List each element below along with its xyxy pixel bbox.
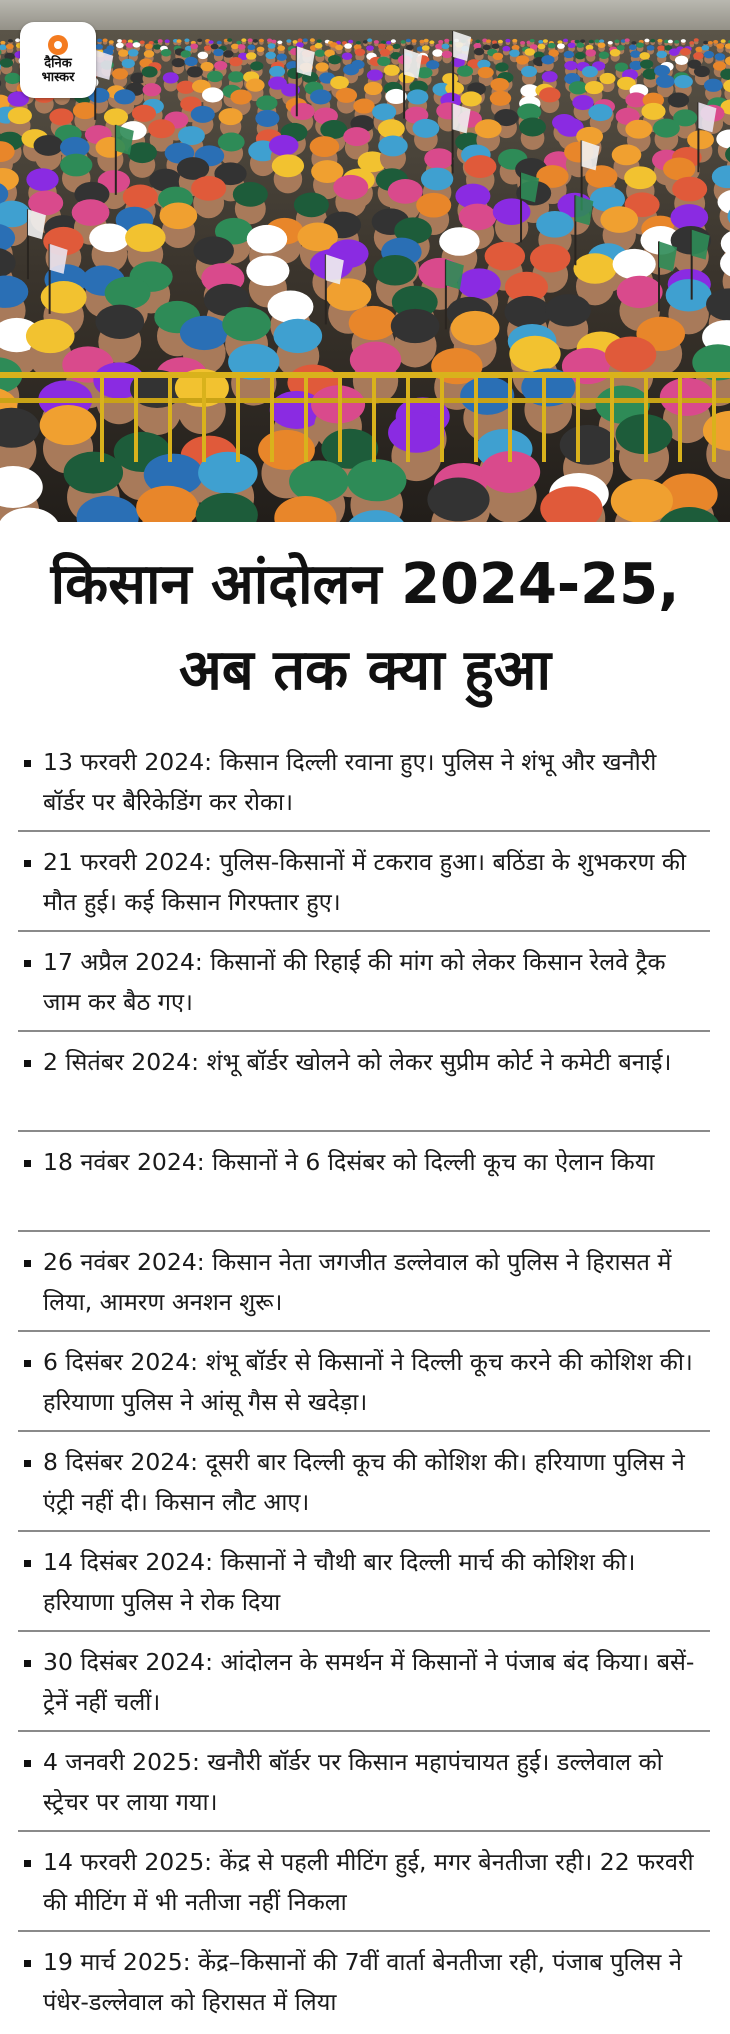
timeline-event (18, 1132, 710, 1232)
event-text: 4 जनवरी 2025: खनौरी बॉर्डर पर किसान महापंचायत हुई। डल्लेवाल को स्ट्रेचर पर लाया गया। (43, 1748, 663, 1816)
bullet-icon (24, 1460, 31, 1467)
bullet-icon (24, 1760, 31, 1767)
hero-photo (0, 0, 730, 522)
bullet-icon (24, 1260, 31, 1267)
timeline-event (18, 1532, 710, 1632)
event-text: 17 अप्रैल 2024: किसानों की रिहाई की मांग को लेकर किसान रेलवे ट्रैक जाम कर बैठ गए। (43, 948, 666, 1016)
bullet-icon (24, 1360, 31, 1367)
event-text: 21 फरवरी 2024: पुलिस-किसानों में टकराव हुआ। बठिंडा के शुभकरण की मौत हुई। कई किसान गिरफ्तार हुए। (43, 848, 687, 916)
event-text: 14 दिसंबर 2024: किसानों ने चौथी बार दिल्ली मार्च की कोशिश की। हरियाणा पुलिस ने रोक दिया (43, 1548, 636, 1616)
bullet-icon (24, 760, 31, 767)
timeline-event (18, 1032, 710, 1132)
timeline-event (18, 932, 710, 1032)
event-text: 18 नवंबर 2024: किसानों ने 6 दिसंबर को दिल्ली कूच का ऐलान किया (43, 1148, 655, 1176)
event-text: 19 मार्च 2025: केंद्र–किसानों की 7वीं वार्ता बेनतीजा रही, पंजाब पुलिस ने पंधेर-डल्लेवाल को हिरासत में लिया (43, 1948, 682, 2016)
timeline-event (18, 1832, 710, 1932)
bullet-icon (24, 1560, 31, 1567)
bullet-icon (24, 1660, 31, 1667)
bullet-icon (24, 1960, 31, 1967)
timeline-event (18, 1632, 710, 1732)
dainik-bhaskar-logo (20, 22, 96, 98)
event-text: 14 फरवरी 2025: केंद्र से पहली मीटिंग हुई, मगर बेनतीजा रही। 22 फरवरी की मीटिंग में भी नतीजा नहीं निकला (43, 1848, 694, 1916)
crowd-illustration (0, 0, 730, 522)
timeline-event (18, 1432, 710, 1532)
bullet-icon (24, 1860, 31, 1867)
sun-icon (48, 35, 68, 55)
logo-text-line2: भास्कर (41, 70, 75, 85)
timeline-event (18, 1332, 710, 1432)
timeline-event (18, 732, 710, 832)
headline: किसान आंदोलन 2024-25, अब तक क्या हुआ (50, 552, 680, 703)
logo-text-line1: दैनिक (44, 56, 72, 71)
bullet-icon (24, 860, 31, 867)
event-text: 30 दिसंबर 2024: आंदोलन के समर्थन में किसानों ने पंजाब बंद किया। बसें-ट्रेनें नहीं चलीं। (43, 1648, 695, 1716)
timeline-event (18, 1932, 710, 2032)
timeline-event (18, 1232, 710, 1332)
timeline-event (18, 832, 710, 932)
bullet-icon (24, 1060, 31, 1067)
timeline-list (18, 732, 710, 2032)
event-text: 2 सितंबर 2024: शंभू बॉर्डर खोलने को लेकर सुप्रीम कोर्ट ने कमेटी बनाई। (43, 1048, 672, 1076)
event-text: 6 दिसंबर 2024: शंभू बॉर्डर से किसानों ने दिल्ली कूच करने की कोशिश की। हरियाणा पुलिस ने आंसू गैस से खदेड़ा। (43, 1348, 693, 1416)
bullet-icon (24, 960, 31, 967)
event-text: 26 नवंबर 2024: किसान नेता जगजीत डल्लेवाल को पुलिस ने हिरासत में लिया, आमरण अनशन शुरू। (43, 1248, 672, 1316)
event-text: 8 दिसंबर 2024: दूसरी बार दिल्ली कूच की कोशिश की। हरियाणा पुलिस ने एंट्री नहीं दी। किसान लौट आए। (43, 1448, 685, 1516)
bullet-icon (24, 1160, 31, 1167)
event-text: 13 फरवरी 2024: किसान दिल्ली रवाना हुए। पुलिस ने शंभू और खनौरी बॉर्डर पर बैरिकेडिंग कर रोका। (43, 748, 657, 816)
timeline-event (18, 1732, 710, 1832)
